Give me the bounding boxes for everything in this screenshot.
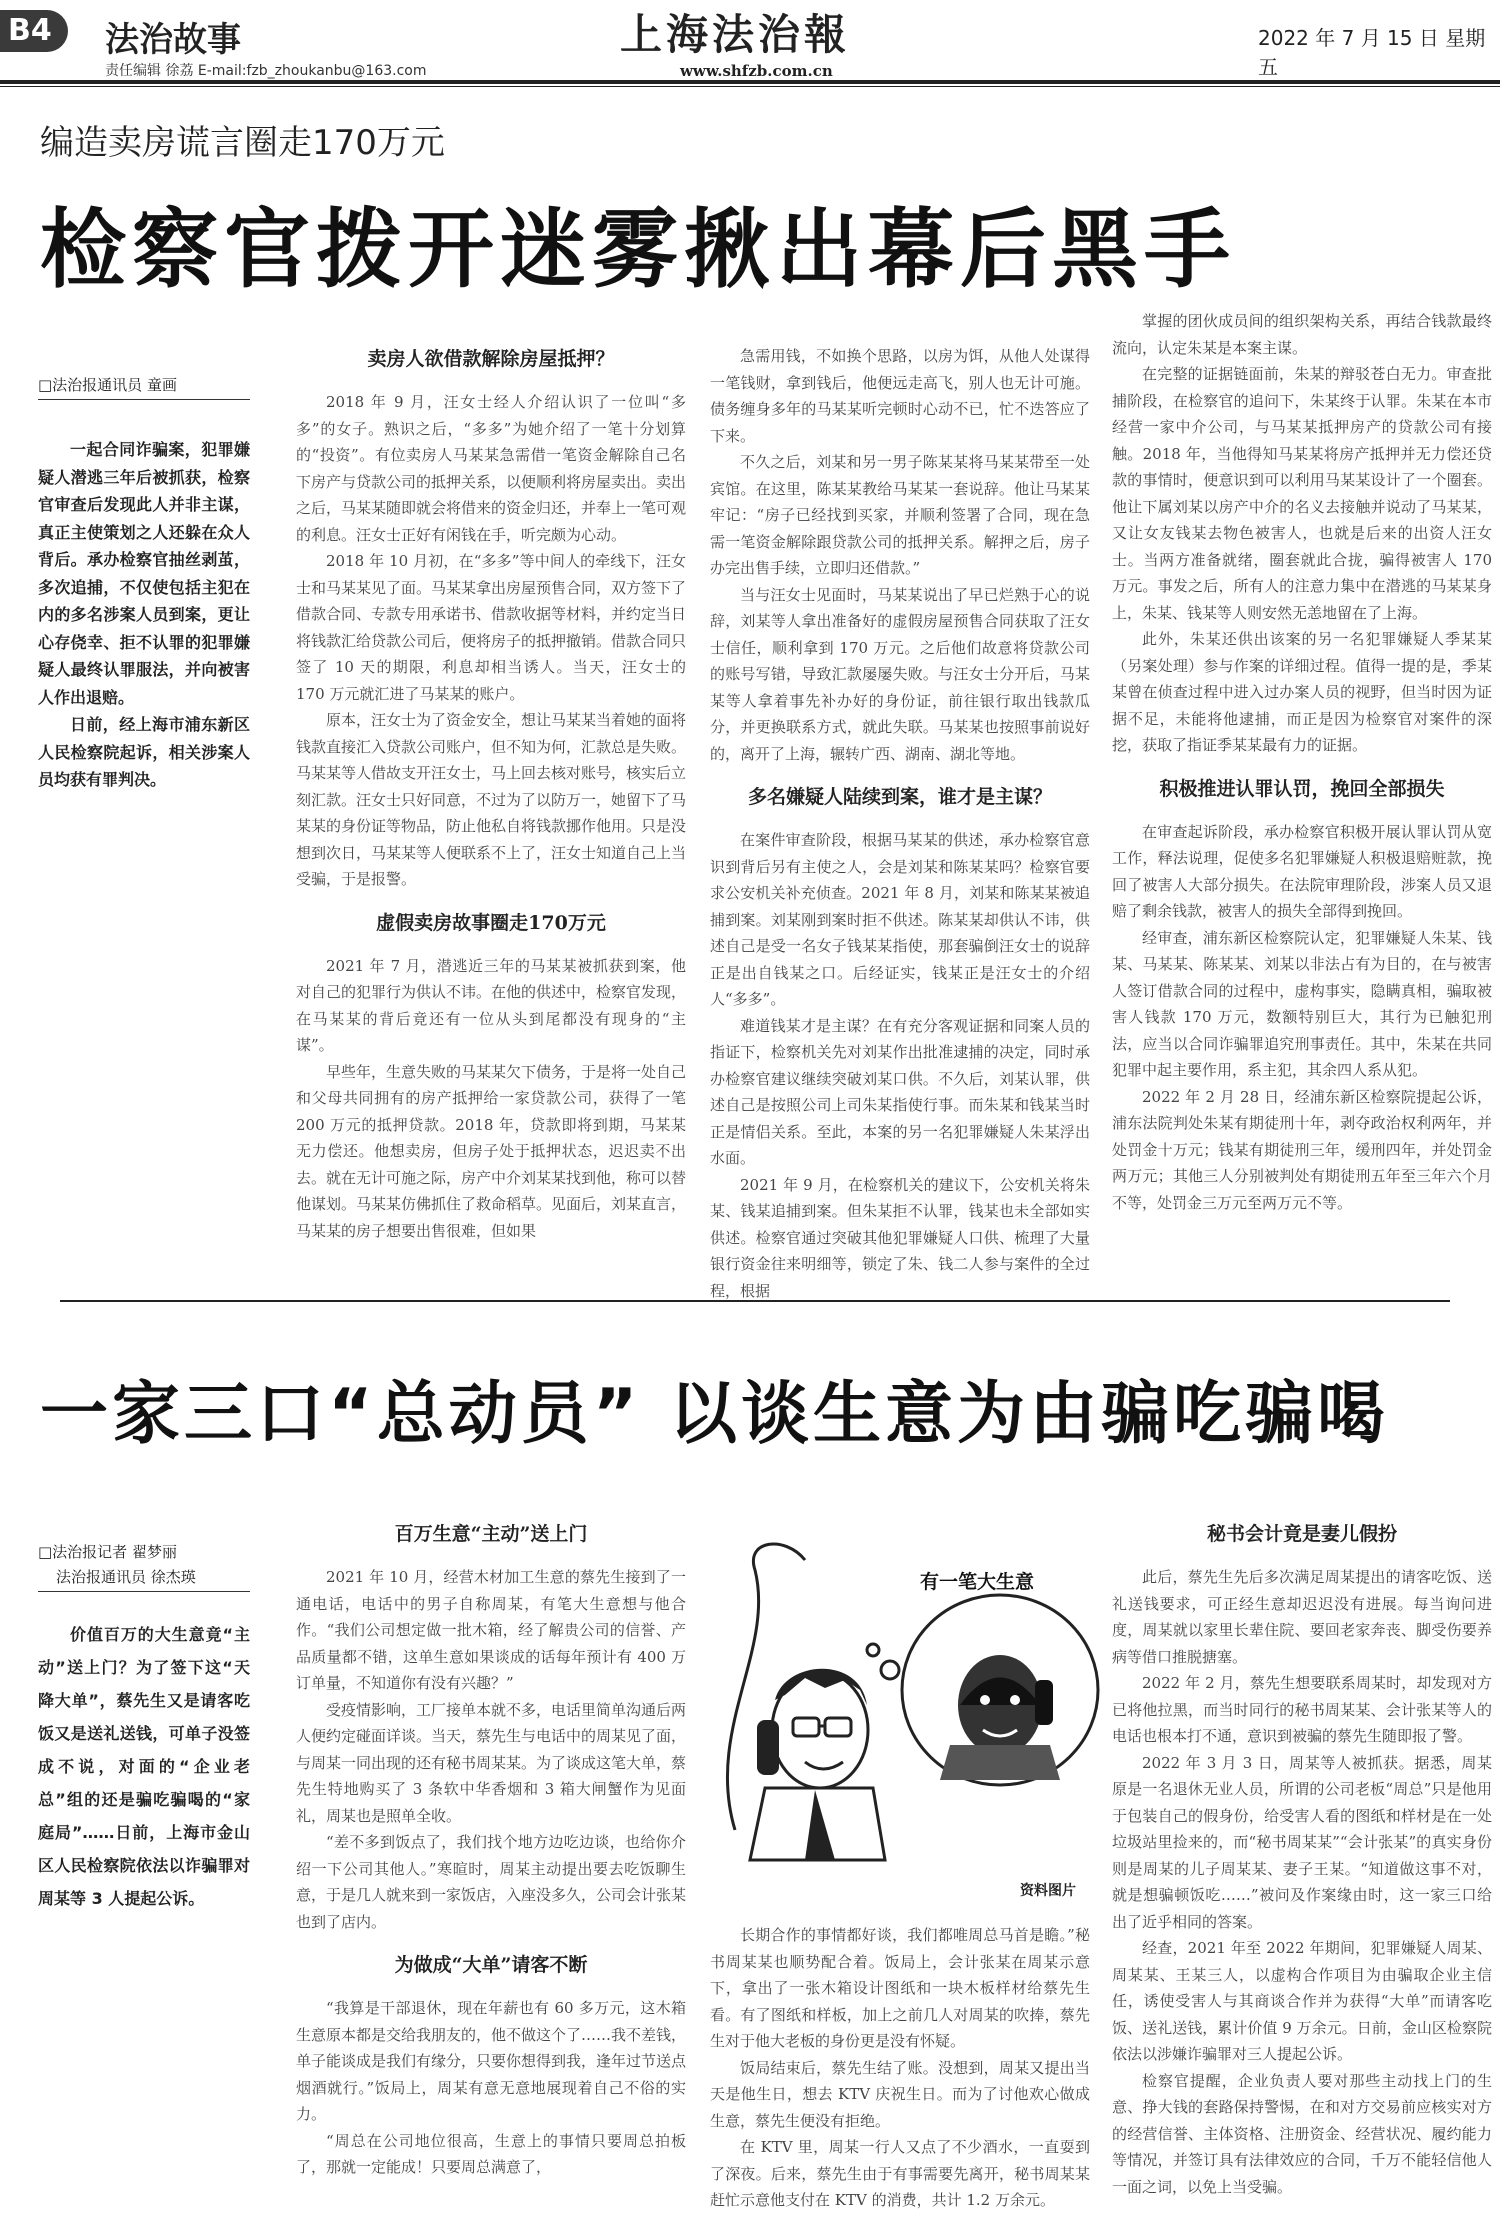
page-number-badge: B4	[0, 10, 68, 52]
editor-line: 责任编辑 徐荔 E-mail:fzb_zhoukanbu@163.com	[105, 63, 427, 79]
body-paragraph: 2022 年 2 月 28 日，经浦东新区检察院提起公诉，浦东法院判处朱某有期徒刑十年，剥夺政治权利两年，并处罚金十万元；钱某有期徒刑三年，缓刑四年，并处罚金两万元；其他三人分别被判处有期徒刑五年至三年六个月不等，处罚金三万元至两万元不等。	[1112, 1087, 1492, 1212]
section-heading: 为做成“大单”请客不断	[394, 1954, 588, 1976]
body-paragraph: 此后，蔡先生先后多次满足周某提出的请客吃饭、送礼送钱要求，可正经生意却迟迟没有进展。每当询问进度，周某就以家里长辈住院、要回老家奔丧、脚受伤要养病等借口推脱搪塞。	[1112, 1568, 1492, 1666]
newspaper-masthead: 上海法治報	[620, 10, 851, 59]
section-title: 法治故事	[105, 20, 241, 60]
lead-paragraph: 日前，经上海市浦东新区人民检察院起诉，相关涉案人员均获有罪判决。	[38, 715, 250, 789]
body-paragraph: 早些年，生意失败的马某某欠下债务，于是将一处自己和父母共同拥有的房产抵押给一家贷款公司，获得了一笔 200 万元的抵押贷款。2018 年，贷款即将到期，马某某无力偿还。他想卖房，但房子处于抵押状态，迟迟卖不出去。就在无计可施之际，房产中介刘某某找到他，称可以替他谋划。马某某仿佛抓住了救命稻草。见面后，刘某直言，马某某的房子想要出售很难，但如果	[296, 1062, 687, 1240]
body-paragraph: 经审查，浦东新区检察院认定，犯罪嫌疑人朱某、钱某、马某某、陈某某、刘某以非法占有为目的，在与被害人签订借款合同的过程中，虚构事实，隐瞒真相，骗取被害人钱款 170 万元，数额特别巨大，其行为已触犯刑法，应当以合同诈骗罪追究刑事责任。其中，朱某在共同犯罪中起主要作用，系主犯，其余四人系从犯。	[1112, 928, 1492, 1079]
section-heading: 积极推进认罪认罚，挽回全部损失	[1159, 777, 1445, 800]
cartoon-illustration	[695, 1530, 1100, 1916]
body-paragraph: 2018 年 9 月，汪女士经人介绍认识了一位叫“多多”的女子。熟识之后，“多多”为她介绍了一笔十分划算的“投资”。有位卖房人马某某急需借一笔资金解除自己名下房产与贷款公司的抵押关系，以便顺利将房屋卖出。卖出之后，马某某随即就会将借来的资金归还，并奉上一笔可观的利息。汪女士正好有闲钱在手，听完颇为心动。	[296, 393, 687, 544]
body-paragraph: 在 KTV 里，周某一行人又点了不少酒水，一直耍到了深夜。后来，蔡先生由于有事需要先离开，秘书周某某赶忙示意他支付在 KTV 的消费，共计 1.2 万余元。	[710, 2138, 1090, 2209]
lead-paragraph: 一起合同诈骗案，犯罪嫌疑人潜逃三年后被抓获，检察官审查后发现此人并非主谋，真正主使策划之人还躲在众人背后。承办检察官抽丝剥茧，多次追捕，不仅使包括主犯在内的多名涉案人员到案，更让心存侥幸、拒不认罪的犯罪嫌疑人最终认罪服法，并向被害人作出退赔。	[38, 440, 250, 707]
body-paragraph: 长期合作的事情都好谈，我们都唯周总马首是瞻。”秘书周某某也顺势配合着。饭局上，会计张某在周某示意下，拿出了一张木箱设计图纸和一块木板样材给蔡先生看。有了图纸和样板，加上之前几人对周某的吹捧，蔡先生对于他大老板的身份更是没有怀疑。	[710, 1926, 1090, 2050]
body-paragraph: 在案件审查阶段，根据马某某的供述，承办检察官意识到背后另有主使之人，会是刘某和陈某某吗？检察官要求公安机关补充侦查。2021 年 8 月，刘某和陈某某被追捕到案。刘某刚到案时拒不供述。陈某某却供认不讳，供述自己是受一名女子钱某某指使，那套骗倒汪女士的说辞正是出自钱某之口。后经证实，钱某正是汪女士的介绍人“多多”。	[710, 831, 1090, 1008]
article1-byline: □法治报通讯员 童画	[38, 374, 250, 400]
section-heading: 虚假卖房故事圈走170万元	[376, 911, 606, 934]
article1-column-3	[1112, 308, 1492, 1216]
man-with-glasses	[750, 1669, 885, 1860]
article2-byline-correspondent: 法治报通讯员 徐杰瑛	[38, 1566, 250, 1592]
article1-lead	[38, 436, 250, 794]
issue-date: 2022 年 7 月 15 日 星期五	[1258, 26, 1486, 79]
article1-column-2	[710, 343, 1090, 1304]
article-divider	[60, 1300, 1450, 1302]
section-heading: 卖房人欲借款解除房屋抵押？	[367, 348, 615, 370]
body-paragraph: 经查，2021 年至 2022 年期间，犯罪嫌疑人周某、周某某、王某三人，以虚构合作项目为由骗取企业主信任，诱使受害人与其商谈合作并为获得“大单”而请客吃饭、送礼送钱，累计价值 9 万余元。日前，金山区检察院依法以涉嫌诈骗罪对三人提起公诉。	[1112, 1939, 1492, 2063]
article1-title: 检察官拨开迷雾揪出幕后黑手	[40, 200, 1236, 300]
article1-subtitle: 编造卖房谎言圈走170万元	[40, 123, 445, 163]
body-paragraph: “差不多到饭点了，我们找个地方边吃边谈，也给你介绍一下公司其他人。”寒暄时，周某主动提出要去吃饭聊生意，于是几人就来到一家饭店，入座没多久，公司会计张某也到了店内。	[296, 1833, 687, 1931]
body-paragraph: 受疫情影响，工厂接单本就不多，电话里简单沟通后两人便约定碰面详谈。当天，蔡先生与电话中的周某见了面，与周某一同出现的还有秘书周某某。为了谈成这笔大单，蔡先生特地购买了 3 条软中华香烟和 3 箱大闸蟹作为见面礼，周某也是照单全收。	[296, 1700, 687, 1825]
body-paragraph: 在完整的证据链面前，朱某的辩驳苍白无力。审查批捕阶段，在检察官的追问下，朱某终于认罪。朱某在本市经营一家中介公司，与马某某抵押房产的贷款公司有接触。2018 年，当他得知马某某将房产抵押并无力偿还贷款的事情时，便意识到可以利用马某某设计了一个圈套。他让下属刘某以房产中介的名义去接触并说动了马某某，又让女友钱某去物色被害人，也就是后来的出资人汪女士。当两方准备就绪，圈套就此合拢，骗得被害人 170 万元。事发之后，所有人的注意力集中在潜逃的马某某身上，朱某、钱某等人则安然无恙地留在了上海。	[1112, 365, 1492, 622]
article1-lead-column	[38, 374, 250, 794]
article2-title: 一家三口“总动员” 以谈生意为由骗吃骗喝	[40, 1375, 1390, 1454]
body-paragraph: 掌握的团伙成员间的组织架构关系，再结合钱款最终流向，认定朱某是本案主谋。	[1112, 312, 1492, 357]
section-heading: 百万生意“主动”送上门	[394, 1523, 588, 1545]
body-paragraph: 2022 年 2 月，蔡先生想要联系周某时，却发现对方已将他拉黑，而当时同行的秘书周某某、会计张某等人的电话也根本打不通，意识到被骗的蔡先生随即报了警。	[1112, 1674, 1492, 1745]
body-paragraph: 2022 年 3 月 3 日，周某等人被抓获。据悉，周某原是一名退休无业人员，所谓的公司老板“周总”只是他用于包装自己的假身份，给受害人看的图纸和样材是在一处垃圾站里捡来的，而“秘书周某某”“会计张某”的真实身份则是周某的儿子周某某、妻子王某。“知道做这事不对，就是想骗顿饭吃……”被问及作案缘由时，这一家三口给出了近乎相同的答案。	[1112, 1753, 1492, 1931]
article2-byline-reporter: □法治报记者 翟梦丽	[38, 1543, 177, 1561]
body-paragraph: “周总在公司地位很高，生意上的事情只要周总拍板了，那就一定能成！只要周总满意了，	[296, 2131, 686, 2176]
lead-paragraph: 价值百万的大生意竟“主动”送上门？为了签下这“天降大单”，蔡先生又是请客吃饭又是送礼送钱，可单子没签成不说，对面的“企业老总”组的还是骗吃骗喝的“家庭局”……日前，上海市金山区人民检察院依法以诈骗罪对周某等 3 人提起公诉。	[38, 1625, 250, 1908]
body-paragraph: 难道钱某才是主谋？在有充分客观证据和同案人员的指证下，检察机关先对刘某作出批准逮捕的决定，同时承办检察官建议继续突破刘某口供。不久后，刘某认罪，供述自己是按照公司上司朱某指使行事。而朱某和钱某当时正是情侣关系。至此，本案的另一名犯罪嫌疑人朱某浮出水面。	[710, 1016, 1090, 1167]
body-paragraph: 2021 年 7 月，潜逃近三年的马某某被抓获到案，他对自己的犯罪行为供认不讳。在他的供述中，检察官发现，在马某某的背后竟还有一位从头到尾都没有现身的“主谋”。	[296, 956, 687, 1054]
section-heading: 多名嫌疑人陆续到案，谁才是主谋？	[747, 786, 1052, 808]
article2-lead-column	[38, 1538, 250, 1915]
section-heading: 秘书会计竟是妻儿假扮	[1206, 1523, 1397, 1545]
article1-column-1	[296, 343, 686, 1244]
header-rule	[0, 80, 1500, 84]
speech-text: 有一笔大生意	[920, 1571, 1035, 1593]
illustration-caption: 资料图片	[1020, 1883, 1076, 1899]
body-paragraph: 饭局结束后，蔡先生结了账。没想到，周某又提出当天是他生日，想去 KTV 庆祝生日。而为了讨他欢心做成生意，蔡先生便没有拒绝。	[710, 2058, 1090, 2130]
body-paragraph: 检察官提醒，企业负责人要对那些主动找上门的生意、挣大钱的套路保持警惕，在和对方交易前应核实对方的经营信誉、主体资格、注册资金、经营状况、履约能力等情况，并签订具有法律效应的合同，千万不能轻信他人一面之词，以免上当受骗。	[1112, 2071, 1492, 2196]
article2-column-1	[296, 1518, 686, 2181]
body-paragraph: 在审查起诉阶段，承办检察官积极开展认罪认罚从宽工作，释法说理，促使多名犯罪嫌疑人积极退赔赃款，挽回了被害人大部分损失。在法院审理阶段，涉案人员又退赔了剩余钱款，被害人的损失全部得到挽回。	[1112, 822, 1492, 920]
article2-column-3	[1112, 1518, 1492, 2200]
body-paragraph: 急需用钱，不如换个思路，以房为饵，从他人处谋得一笔钱财，拿到钱后，他便远走高飞，别人也无计可施。债务缠身多年的马某某听完顿时心动不已，忙不迭答应了下来。	[710, 347, 1090, 445]
body-paragraph: 当与汪女士见面时，马某某说出了早已烂熟于心的说辞，刘某等人拿出准备好的虚假房屋预售合同获取了汪女士信任，顺利拿到 170 万元。之后他们故意将贷款公司的账号写错，导致汇款屡屡失败。与汪女士分开后，马某某等人拿着事先补办好的身份证，前往银行取出钱款瓜分，并更换联系方式，就此失联。马某某也按照事前说好的，离开了上海，辗转广西、湖南、湖北等地。	[710, 585, 1090, 763]
body-paragraph: 不久之后，刘某和另一男子陈某某将马某某带至一处宾馆。在这里，陈某某教给马某某一套说辞。他让马某某牢记：“房子已经找到买家，并顺利签署了合同，现在急需一笔资金解除跟贷款公司的抵押关系。解押之后，房子办完出售手续，立即归还借款。”	[710, 453, 1090, 577]
body-paragraph: 此外，朱某还供出该案的另一名犯罪嫌疑人季某某（另案处理）参与作案的详细过程。值得一提的是，季某某曾在侦查过程中进入过办案人员的视野，但当时因为证据不足，未能将他逮捕，而正是因为检察官对案件的深挖，获取了指证季某某最有力的证据。	[1112, 630, 1492, 754]
body-paragraph: 2018 年 10 月初，在“多多”等中间人的牵线下，汪女士和马某某见了面。马某某拿出房屋预售合同，双方签下了借款合同、专款专用承诺书、借款收据等材料，并约定当日将钱款汇给贷款公司后，便将房子的抵押撤销。借款合同只签了 10 天的期限，利息却相当诱人。当天，汪女士的 170 万元就汇进了马某某的账户。	[296, 552, 687, 703]
article2-column-2	[710, 1922, 1090, 2214]
body-paragraph: 原本，汪女士为了资金安全，想让马某某当着她的面将钱款直接汇入贷款公司账户，但不知为何，汇款总是失败。马某某等人借故支开汪女士，马上回去核对账号，核实后立刻汇款。汪女士只好同意，不过为了以防万一，她留下了马某某的身份证等物品，防止他私自将钱款挪作他用。只是没想到次日，马某某等人便联系不上了，汪女士知道自己上当受骗，于是报警。	[296, 711, 687, 888]
body-paragraph: 2021 年 9 月，在检察机关的建议下，公安机关将朱某、钱某追捕到案。但朱某拒不认罪，钱某也未全部如实供述。检察官通过突破其他犯罪嫌疑人口供、梳理了大量银行资金往来明细等，锁定了朱、钱二人参与案件的全过程，根据	[710, 1175, 1090, 1300]
body-paragraph: 2021 年 10 月，经营木材加工生意的蔡先生接到了一通电话，电话中的男子自称周某，有笔大生意想与他合作。“我们公司想定做一批木箱，经了解贵公司的信誉、产品质量都不错，这单生意如果谈成的话每年预计有 400 万订单量，不知道你有没有兴趣？”	[296, 1568, 686, 1692]
header-rule-thin	[0, 86, 1500, 87]
website-url: www.shfzb.com.cn	[680, 62, 833, 80]
body-paragraph: “我算是干部退休，现在年薪也有 60 多万元，这木箱生意原本都是交给我朋友的，他不做这个了……我不差钱，单子能谈成是我们有缘分，只要你想得到我，逢年过节送点烟酒就行。”饭局上，周某有意无意地展现着自己不俗的实力。	[296, 1999, 687, 2123]
article2-lead	[38, 1618, 250, 1915]
